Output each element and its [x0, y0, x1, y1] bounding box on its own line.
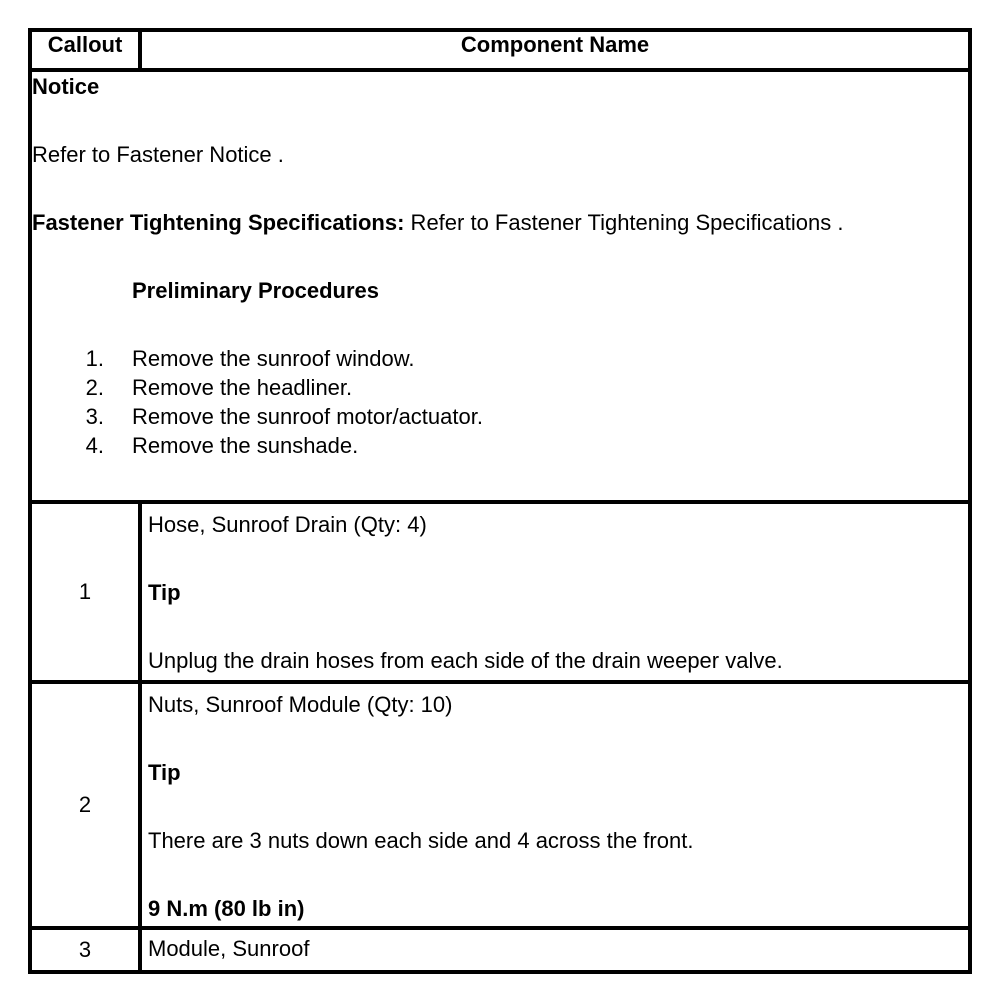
- component-table: [28, 28, 972, 974]
- preliminary-steps-list: [32, 344, 968, 460]
- fastener-spec-line: [32, 208, 968, 238]
- component-name: Module, Sunroof: [148, 936, 310, 961]
- tip-text: There are 3 nuts down each side and 4 across the front.: [148, 828, 694, 853]
- component-cell: [140, 682, 970, 928]
- callout-header: Callout: [30, 30, 140, 70]
- list-item: 4. Remove the sunshade.: [85, 433, 359, 458]
- notice-row: [30, 70, 970, 502]
- fastener-spec-label: Fastener Tightening Specifications:: [32, 210, 405, 235]
- list-item: 2. Remove the headliner.: [85, 375, 353, 400]
- callout-number: 2: [30, 682, 140, 928]
- notice-cell: [30, 70, 970, 502]
- component-name: Hose, Sunroof Drain (Qty: 4): [148, 512, 427, 537]
- tip-label: Tip: [148, 580, 181, 605]
- list-item: 1. Remove the sunroof window.: [85, 346, 415, 371]
- fastener-notice-text: Refer to Fastener Notice .: [32, 142, 284, 167]
- notice-title: Notice: [32, 74, 100, 99]
- torque-spec: 9 N.m (80 lb in): [148, 896, 305, 921]
- tip-label: Tip: [148, 760, 181, 785]
- component-name-header: Component Name: [140, 30, 970, 70]
- table-row: [30, 682, 970, 928]
- tip-text: Unplug the drain hoses from each side of the drain weeper valve.: [148, 648, 783, 673]
- table-header-row: [30, 30, 970, 70]
- list-item: 3. Remove the sunroof motor/actuator.: [85, 404, 483, 429]
- preliminary-procedures-title: Preliminary Procedures: [132, 278, 380, 303]
- component-name: Nuts, Sunroof Module (Qty: 10): [148, 692, 453, 717]
- component-cell: [140, 928, 970, 972]
- callout-number: 1: [30, 502, 140, 682]
- table-row: [30, 502, 970, 682]
- table-row: [30, 928, 970, 972]
- component-cell: [140, 502, 970, 682]
- fastener-spec-text: Refer to Fastener Tightening Specifications .: [404, 210, 844, 235]
- callout-number: 3: [30, 928, 140, 972]
